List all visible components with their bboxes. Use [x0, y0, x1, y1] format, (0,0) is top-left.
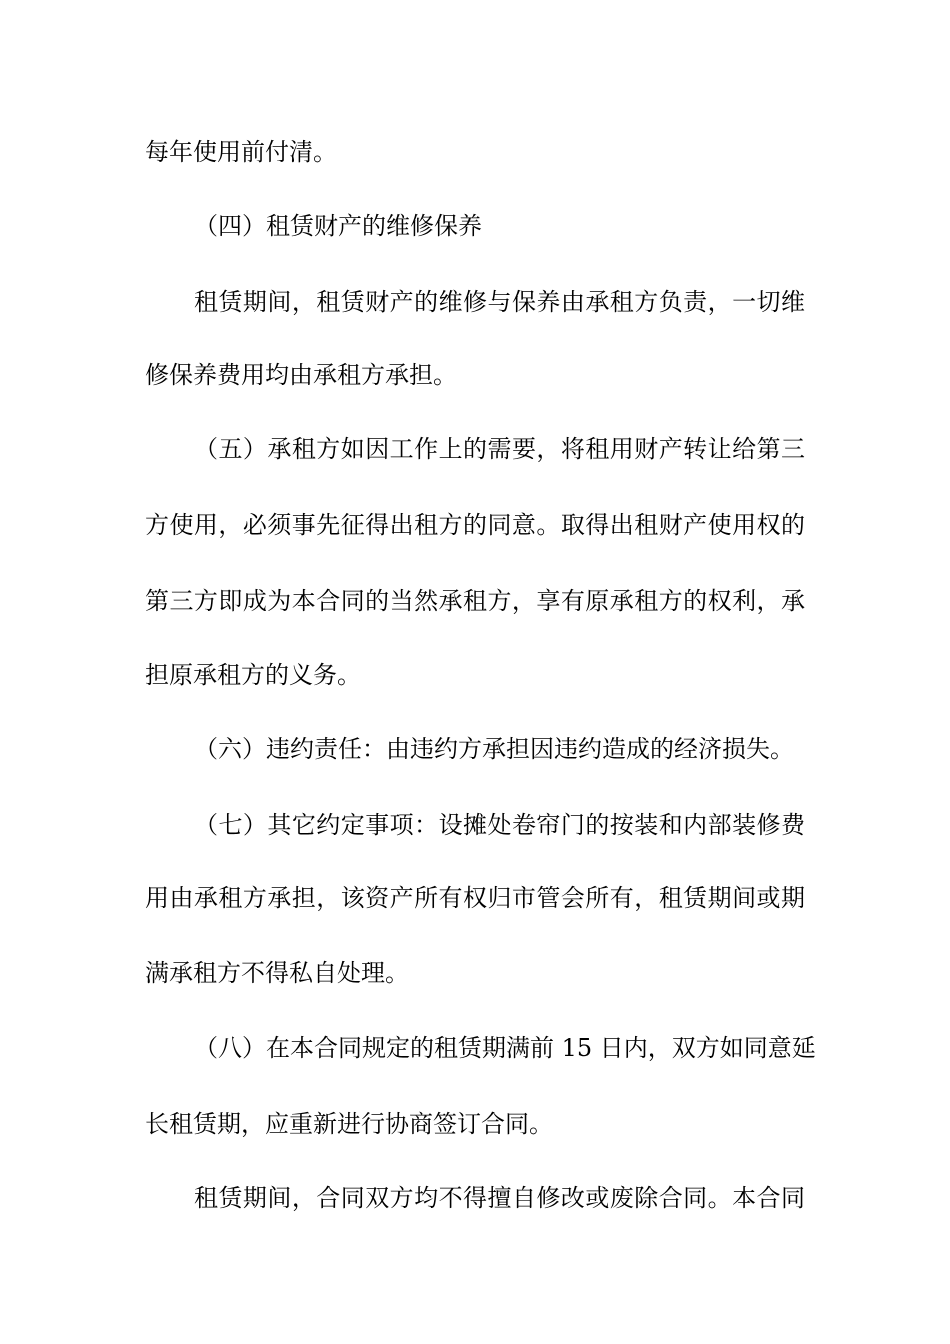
body-text-line: 租赁期间，租赁财产的维修与保养由承租方负责，一切维 — [194, 288, 805, 316]
body-text-line: 长租赁期，应重新进行协商签订合同。 — [145, 1110, 553, 1138]
body-text-line: 用由承租方承担，该资产所有权归市管会所有，租赁期间或期 — [145, 884, 805, 912]
clause-seven-line: （七）其它约定事项：设摊处卷帘门的按装和内部装修费 — [194, 811, 805, 839]
clause-eight-line: （八）在本合同规定的租赁期满前 15 日内，双方如同意延 — [194, 1034, 816, 1062]
body-text-line: 担原承租方的义务。 — [145, 661, 361, 689]
clause-five-line: （五）承租方如因工作上的需要，将租用财产转让给第三 — [194, 435, 805, 463]
clause-six-line: （六）违约责任：由违约方承担因违约造成的经济损失。 — [194, 735, 794, 763]
body-text-line: 租赁期间，合同双方均不得擅自修改或废除合同。本合同 — [194, 1184, 805, 1212]
body-text-line: 每年使用前付清。 — [145, 138, 337, 166]
section-heading-maintenance: （四）租赁财产的维修保养 — [194, 212, 482, 240]
body-text-line: 满承租方不得私自处理。 — [145, 959, 409, 987]
body-text-line: 方使用，必须事先征得出租方的同意。取得出租财产使用权的 — [145, 511, 805, 539]
body-text-line: 第三方即成为本合同的当然承租方，享有原承租方的权利，承 — [145, 587, 805, 615]
body-text-line: 修保养费用均由承租方承担。 — [145, 361, 457, 389]
